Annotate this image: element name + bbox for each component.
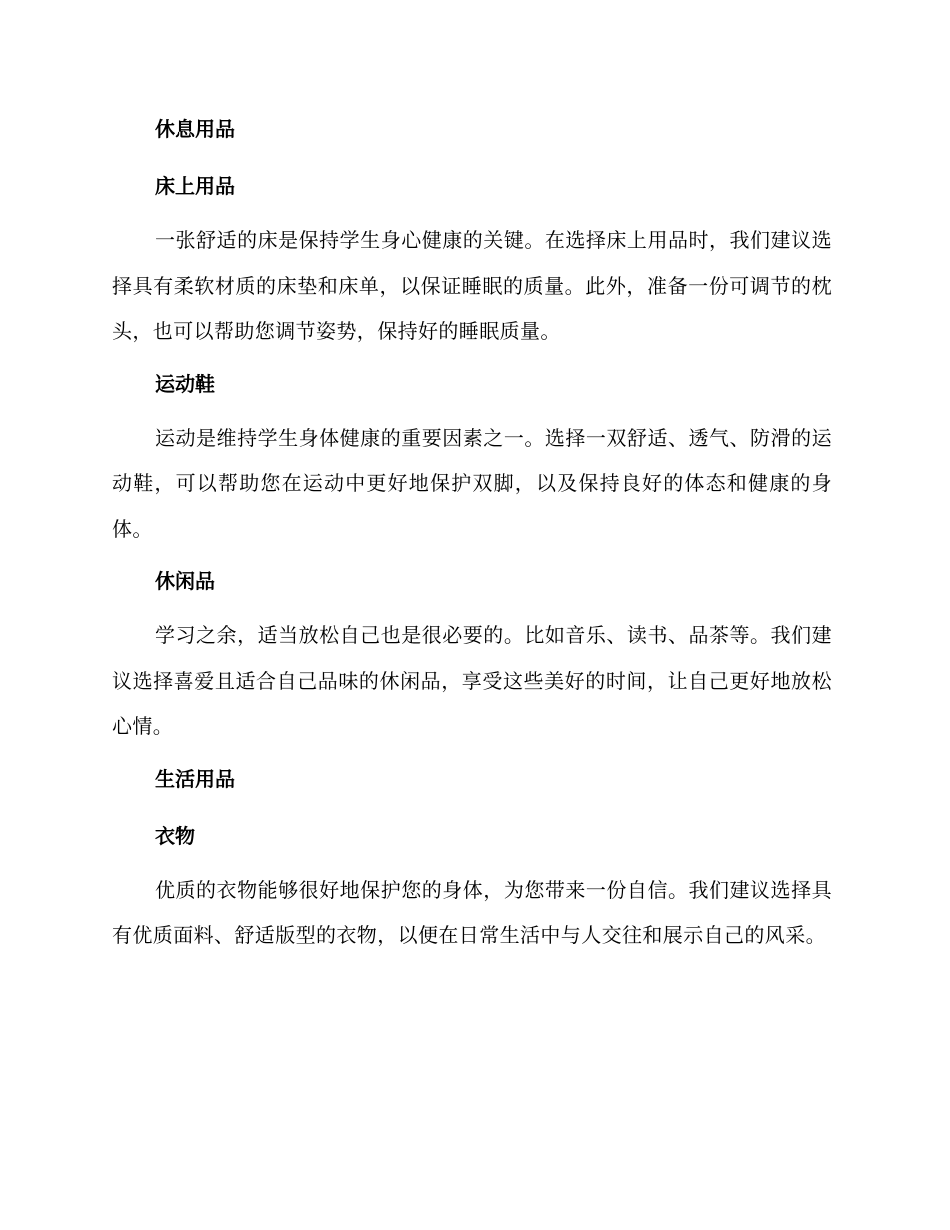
- heading-leisure: 休闲品: [155, 569, 215, 593]
- paragraph-clothing: 优质的衣物能够很好地保护您的身体，为您带来一份自信。我们建议选择具有优质面料、舒适版型的衣物，以便在日常生活中与人交往和展示自己的风采。: [112, 877, 832, 947]
- heading-bedding: 床上用品: [155, 174, 235, 198]
- section-title-living: 生活用品: [155, 766, 235, 791]
- paragraph-bedding: 一张舒适的床是保持学生身心健康的关键。在选择床上用品时，我们建议选择具有柔软材质的床垫和床单，以保证睡眠的质量。此外，准备一份可调节的枕头，也可以帮助您调节姿势，保持好的睡眠质量。: [112, 228, 832, 343]
- paragraph-sneakers: 运动是维持学生身体健康的重要因素之一。选择一双舒适、透气、防滑的运动鞋，可以帮助您在运动中更好地保护双脚，以及保持良好的体态和健康的身体。: [112, 425, 832, 541]
- document-page: [112, 113, 832, 959]
- heading-clothing: 衣物: [155, 823, 195, 848]
- paragraph-leisure: 学习之余，适当放松自己也是很必要的。比如音乐、读书、品茶等。我们建议选择喜爱且适合自己品味的休闲品，享受这些美好的时间，让自己更好地放松心情。: [112, 623, 832, 738]
- section-title-rest: 休息用品: [155, 117, 235, 141]
- heading-sneakers: 运动鞋: [155, 371, 215, 396]
